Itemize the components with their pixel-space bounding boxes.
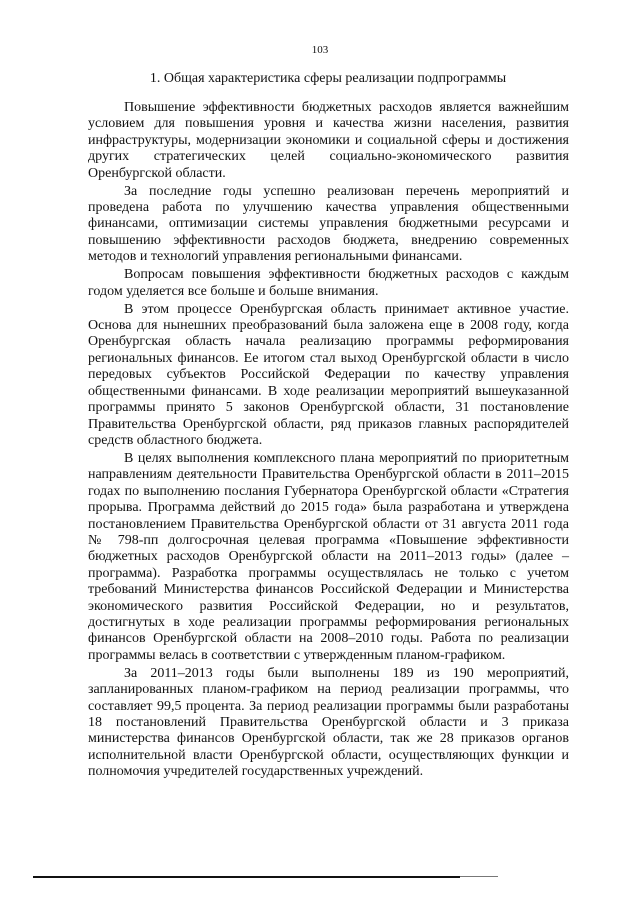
section-title: 1. Общая характеристика сферы реализации подпрограммы [149, 71, 507, 86]
paragraph: За последние годы успешно реализован перечень мероприятий и проведена работа по улучшению качества управления общественными финансами, оптимизации системы управления бюджетными ресурсами и повышению эффективности расходов бюджета, внедрению современных методов и технологий управления региональными финансами. [88, 183, 569, 265]
footer-rule-tail [460, 876, 498, 877]
paragraph: За 2011–2013 годы были выполнены 189 из 190 мероприятий, запланированных планом-графиком на период реализации программы, что составляет 99,5 процента. За период реализации программы были разработаны 18 постановлений Правительства Оренбургской области и 3 приказа министерства финансов Оренбургской области, так же 28 приказов органов исполнительной власти Оренбургской области, осуществляющих функции и полномочия учредителей государственных учреждений. [88, 665, 569, 780]
footer-rule [33, 876, 460, 878]
paragraph: Повышение эффективности бюджетных расходов является важнейшим условием для повышения уровня и качества жизни населения, развития инфраструктуры, модернизации экономики и социальной сферы и достижения других стратегических целей социально-экономического развития Оренбургской области. [88, 100, 569, 181]
body-text [88, 100, 569, 782]
paragraph: В целях выполнения комплексного плана мероприятий по приоритетным направлениям деятельности Правительства Оренбургской области в 2011–2015 годах по выполнению послания Губернатора Оренбургской области «Стратегия прорыва. Программа действий до 2015 года» была разработана и утверждена постановлением Правительства Оренбургской области от 31 августа 2011 года № 798-пп долгосрочная целевая программа «Повышение эффективности бюджетных расходов Оренбургской области на 2011–2013 годы» (далее – программа). Разработка программы осуществлялась не только с учетом требований Министерства финансов Российской Федерации и Министерства экономического развития Российской Федерации, но и результатов, достигнутых в ходе реализации программы реформирования региональных финансов Оренбургской области на 2008–2010 годы. Работа по реализации программы велась в соответствии с утвержденным планом-графиком. [88, 450, 569, 663]
paragraph: В этом процессе Оренбургская область принимает активное участие. Основа для нынешних преобразований была заложена еще в 2008 году, когда Оренбургская область начала реализацию программы реформирования региональных финансов. Ее итогом стал выход Оренбургской области в число передовых субъектов Российской Федерации по качеству управления общественными финансами. В ходе реализации мероприятий вышеуказанной программы принято 5 законов Оренбургской области, 31 постановление Правительства Оренбургской области, ряд приказов главных распорядителей средств областного бюджета. [88, 301, 569, 448]
page-number: 103 [311, 44, 329, 56]
paragraph: Вопросам повышения эффективности бюджетных расходов с каждым годом уделяется все больше и больше внимания. [88, 267, 569, 299]
